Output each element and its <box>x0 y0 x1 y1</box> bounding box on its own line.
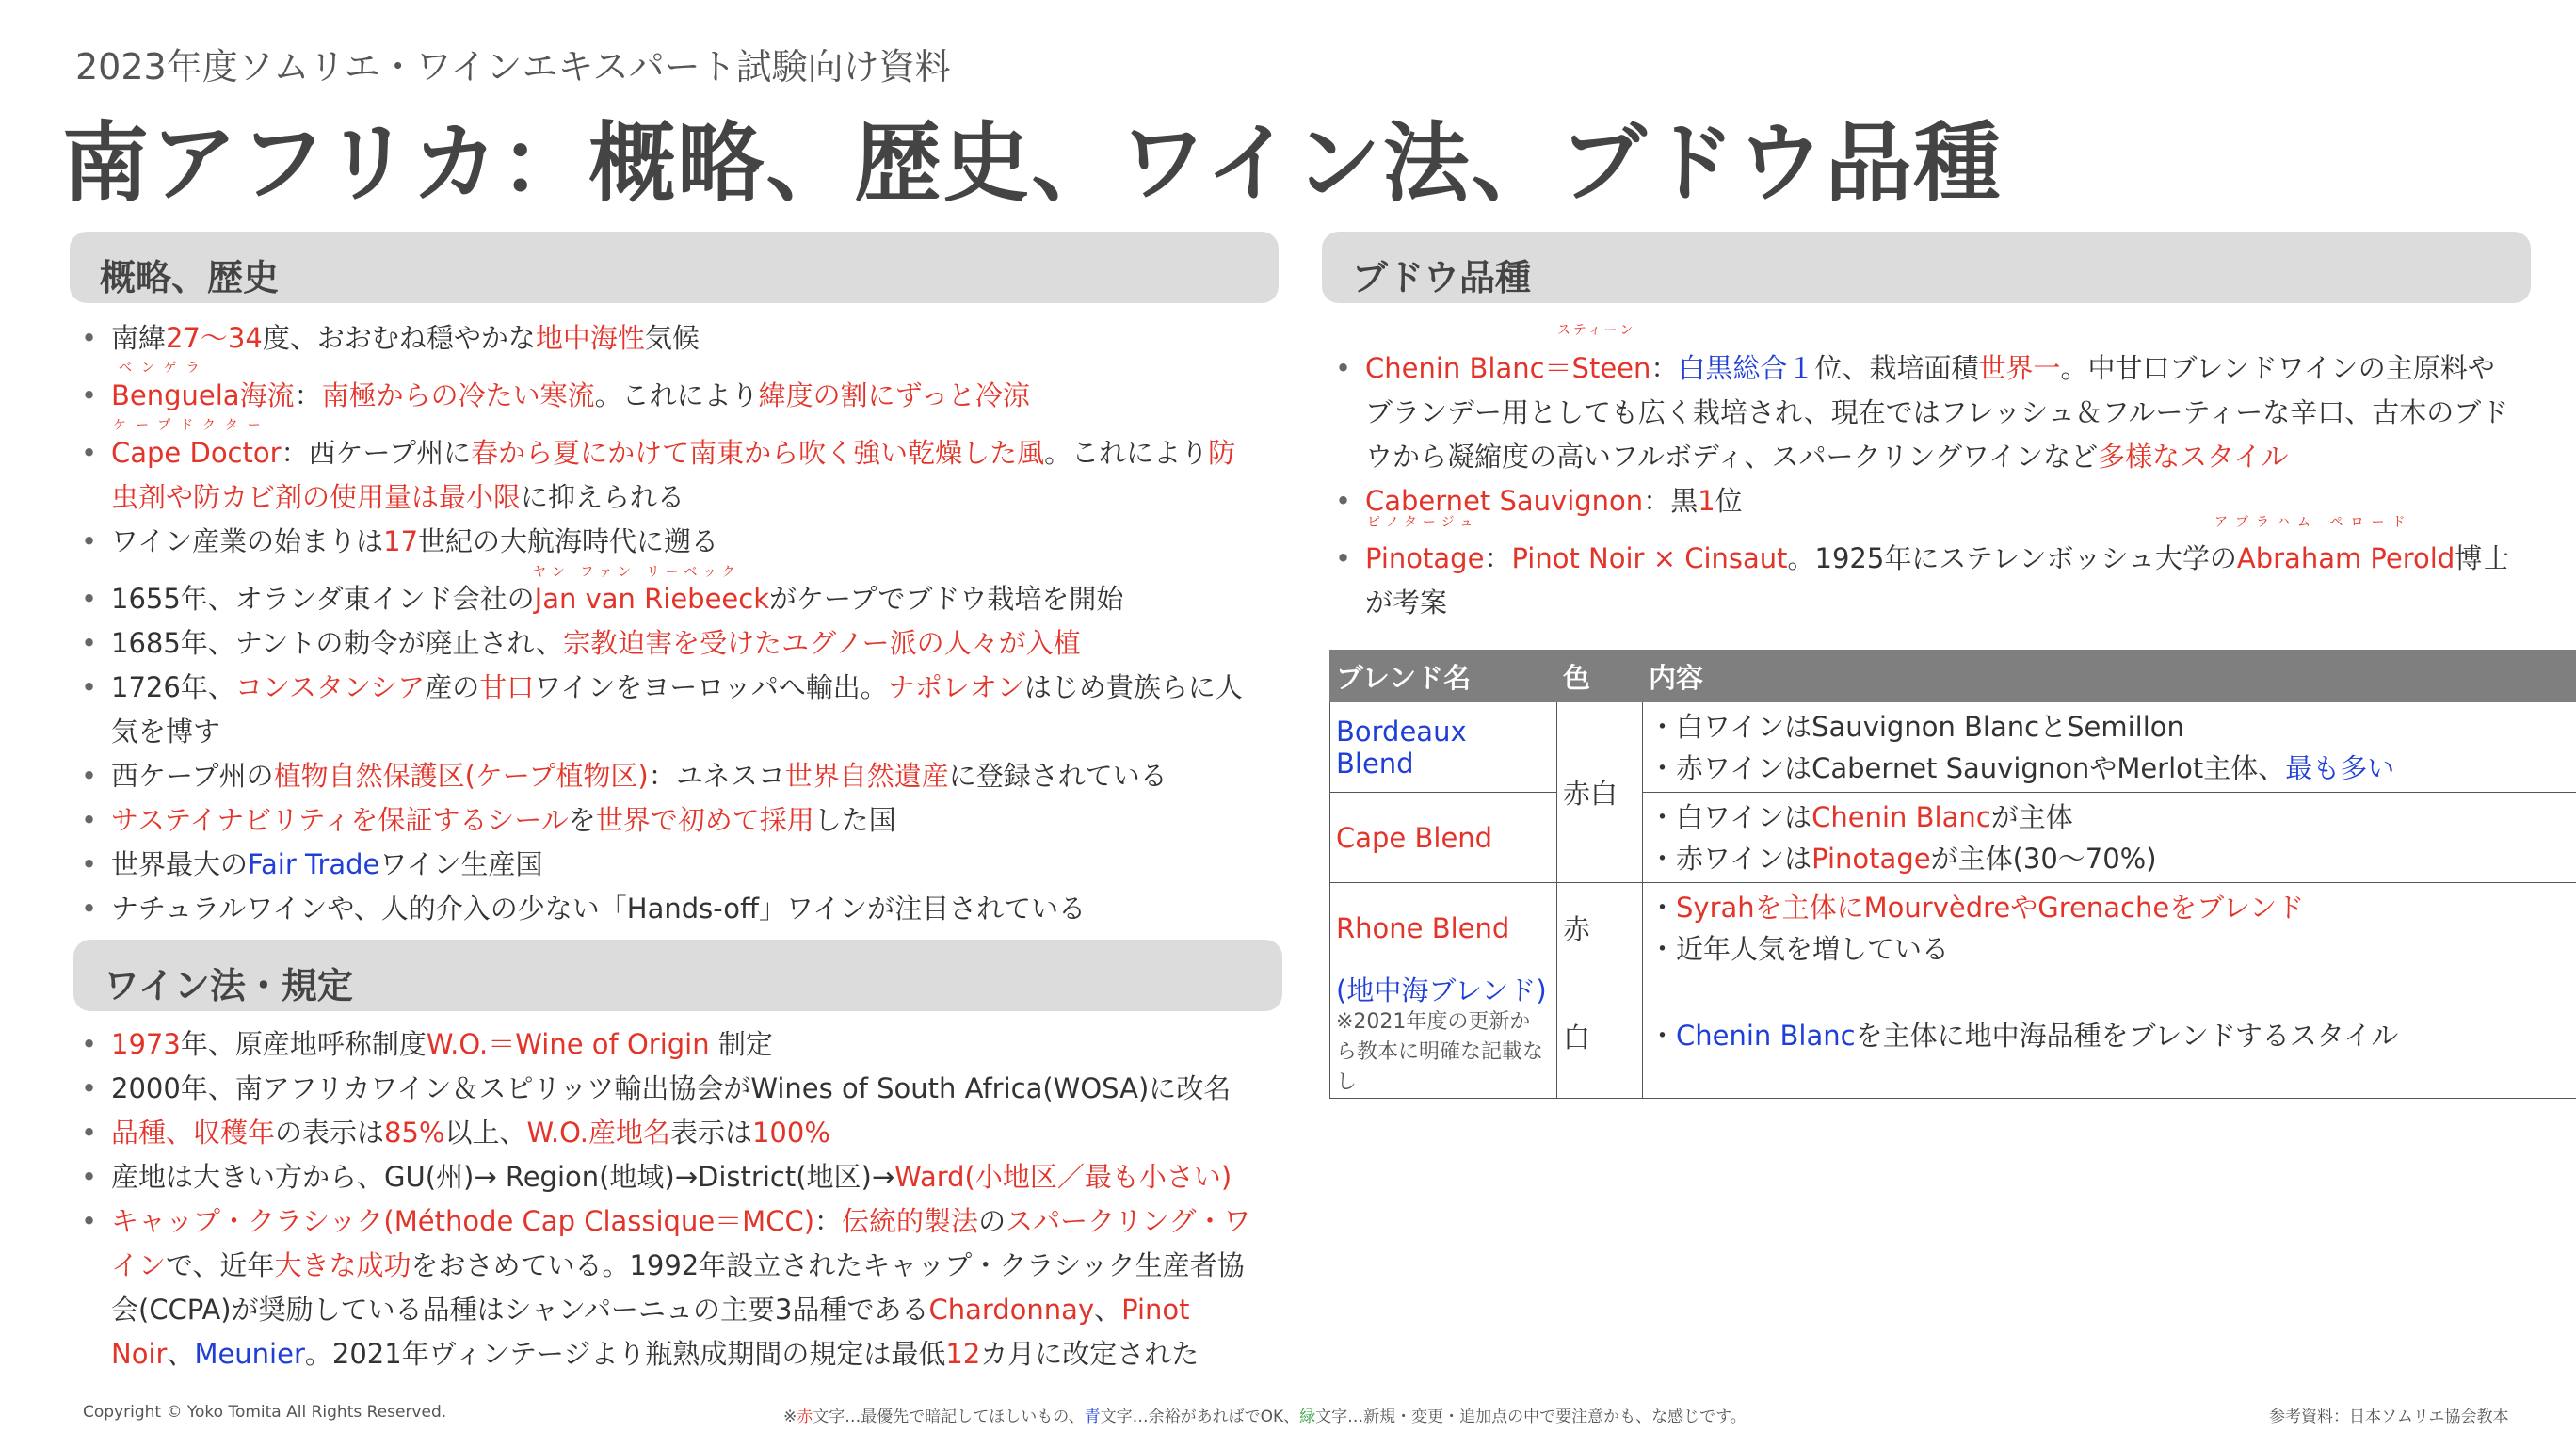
text-run: が主体 <box>1990 800 2073 833</box>
text-run: ： <box>1484 542 1512 574</box>
highlight-red: 宗教迫害を受けたユグノー派の人々が入植 <box>563 627 1081 659</box>
text-run: ナチュラルワインや、人的介入の少ない「Hands-off」ワインが注目されている <box>111 893 1087 925</box>
law-list-item <box>73 1111 1260 1155</box>
furigana-benguela: ベンゲラ <box>119 361 209 376</box>
highlight-red: 甘口 <box>479 671 535 703</box>
text-run: 南緯 <box>111 322 167 354</box>
text-run: 文字…新規・変更・追加点の中で要注意かも、な感じです。 <box>1315 1408 1747 1426</box>
law-list <box>73 1022 1260 1376</box>
law-list-item <box>73 1155 1260 1199</box>
highlight-red: Chenin Blanc <box>1811 800 1991 833</box>
color-legend <box>783 1403 1747 1426</box>
section-grapes-header <box>1322 232 2531 303</box>
history-list-item <box>73 520 1260 564</box>
blend-note: ※2021年度の更新から教本に明確な記載なし <box>1336 1010 1544 1094</box>
highlight-red: 1 <box>1698 485 1715 517</box>
highlight-red: ナポレオン <box>887 671 1024 703</box>
text-run: 。中甘口ブレンドワインの主原料やブランデー用としても広く栽培され、現在ではフレッシュ＆フルーティーな辛口、古木のブドウから凝縮度の高いフルボディ、スパークリングワインなど <box>1365 352 2509 473</box>
history-list-item <box>73 374 1260 418</box>
text-run: ： <box>1650 352 1679 384</box>
header-color: 色 <box>1557 651 1643 702</box>
highlight-red: 品種、収穫年 <box>111 1117 276 1149</box>
highlight-red: Abraham Perold <box>2236 542 2455 574</box>
text-run: ・ <box>1649 1020 1677 1052</box>
blend-name-cell <box>1330 973 1557 1099</box>
highlight-red: Pinotage <box>1811 842 1931 875</box>
highlight-red: 春から夏にかけて南東から吹く強い乾燥した風 <box>471 437 1045 469</box>
history-list-item <box>73 798 1260 843</box>
law-list-item <box>73 1022 1260 1067</box>
history-list <box>73 316 1260 931</box>
history-list-item <box>73 754 1260 798</box>
section-law-header <box>73 940 1282 1011</box>
highlight-red: キャップ・クラシック(Méthode Cap Classique＝MCC) <box>111 1205 815 1237</box>
text-run: 年、原産地呼称制度 <box>180 1028 427 1060</box>
text-run: 産地は大きい方から、GU(州)→ Region(地域)→District(地区)→ <box>111 1161 895 1193</box>
section-history-title: 概略、歴史 <box>100 257 280 298</box>
text-run: ・赤ワインはCabernet SauvignonやMerlot主体、 <box>1649 751 2286 784</box>
highlight-red: Benguela海流 <box>111 379 295 411</box>
furigana-perold: アブラハム ペロード <box>2214 515 2413 530</box>
text-run: に抑えられる <box>521 481 685 513</box>
text-run: 世界最大の <box>111 848 249 880</box>
history-list-item <box>73 621 1260 666</box>
table-header-row <box>1330 651 2576 702</box>
highlight-red: 緯度の割にずっと冷涼 <box>758 379 1030 411</box>
highlight-red: 1973 <box>111 1028 181 1060</box>
text-run: ・近年人気を増している <box>1649 932 1950 965</box>
text-run: ： <box>814 1205 843 1237</box>
highlight-red: 南極からの冷たい寒流 <box>321 379 595 411</box>
highlight-red: 赤 <box>797 1408 813 1426</box>
highlight-red: 植物自然保護区(ケープ植物区) <box>273 760 649 792</box>
blend-content-cell <box>1643 883 2576 973</box>
text-run: はじめ貴族らに人気を博す <box>111 671 1243 748</box>
page-title: 南アフリカ：概略、歴史、ワイン法、ブドウ品種 <box>62 113 2003 214</box>
highlight-red: 世界一 <box>1978 352 2061 384</box>
blend-content-line <box>1649 887 2576 928</box>
highlight-red: スパークリング・ワイン <box>111 1205 1251 1281</box>
history-list-item <box>73 843 1260 887</box>
blend-color-cell: 白 <box>1557 973 1643 1099</box>
text-run: ：ユネスコ <box>648 760 785 792</box>
blend-name-cell <box>1330 793 1557 883</box>
text-run: 制定 <box>709 1028 773 1060</box>
text-run: した国 <box>813 804 896 836</box>
highlight-red: W.O.＝Wine of Origin <box>426 1028 710 1060</box>
highlight-blue: 最も多い <box>2285 751 2395 784</box>
history-list-item <box>73 316 1260 361</box>
highlight-red: 85% <box>384 1117 445 1149</box>
blend-content-line <box>1649 706 2576 748</box>
blend-name: Cape Blend <box>1336 821 1493 854</box>
grapes-list-item <box>1328 537 2520 625</box>
highlight-red: Pinot Noir <box>111 1294 1190 1370</box>
highlight-green: 緑 <box>1299 1408 1316 1426</box>
text-run: を <box>568 804 596 836</box>
text-run: カ月に改定された <box>980 1338 1199 1370</box>
highlight-red: コンスタンシア <box>234 671 426 703</box>
blend-content-cell <box>1643 702 2576 793</box>
section-history-header <box>70 232 1279 303</box>
blend-content-cell <box>1643 973 2576 1099</box>
history-list-item <box>73 431 1260 520</box>
highlight-red: Pinotage <box>1365 542 1485 574</box>
grapes-list-item <box>1328 346 2520 479</box>
section-law-title: ワイン法・規定 <box>104 965 353 1006</box>
highlight-red: 伝統的製法 <box>842 1205 979 1237</box>
highlight-red: サステイナビリティを保証するシール <box>111 804 569 836</box>
highlight-red: Cape Doctor <box>111 437 282 469</box>
blend-color-cell: 赤白 <box>1557 702 1643 883</box>
text-run: ： <box>294 379 322 411</box>
highlight-red: Jan van Riebeeck <box>534 583 769 615</box>
table-row <box>1330 973 2576 1099</box>
highlight-red: Pinot Noir × Cinsaut <box>1511 542 1788 574</box>
text-run: 位、栽培面積 <box>1814 352 1979 384</box>
text-run: ：黒 <box>1643 485 1699 517</box>
text-run: 西ケープ州の <box>111 760 274 792</box>
highlight-blue: 白黒総合１ <box>1678 352 1815 384</box>
blend-name-cell <box>1330 702 1557 793</box>
furigana-cape-doctor: ケープドクター <box>113 418 270 433</box>
text-run: ワイン生産国 <box>379 848 543 880</box>
text-run: 2000年、南アフリカワイン＆スピリッツ輸出協会がWines of South Africa(WOSA)に改名 <box>111 1072 1232 1104</box>
highlight-red: 17 <box>383 525 419 557</box>
blend-content-cell <box>1643 793 2576 883</box>
blend-name: Rhone Blend <box>1336 911 1510 944</box>
text-run: 。1925年にステレンボッシュ大学の <box>1787 542 2237 574</box>
highlight-red: Chenin Blanc＝Steen <box>1365 352 1651 384</box>
blend-content-line <box>1649 1015 2576 1056</box>
text-run: 1726年、 <box>111 671 235 703</box>
table-row <box>1330 883 2576 973</box>
highlight-red: Chardonnay <box>928 1294 1095 1326</box>
table-row <box>1330 702 2576 793</box>
blend-table <box>1329 650 2576 1099</box>
section-grapes-title: ブドウ品種 <box>1352 257 1532 298</box>
highlight-red: 世界自然遺産 <box>784 760 949 792</box>
header-content: 内容 <box>1643 651 2576 702</box>
highlight-red: Syrahを主体にMourvèdreやGrenacheをブレンド <box>1676 891 2305 924</box>
history-list-item <box>73 887 1260 931</box>
text-run: 。これにより <box>1044 437 1209 469</box>
table-row <box>1330 793 2576 883</box>
furigana-riebeeck: ヤン ファン リーベック <box>533 565 741 580</box>
text-run: 表示は <box>669 1117 752 1149</box>
text-run: 1685年、ナントの勅令が廃止され、 <box>111 627 564 659</box>
blend-name: Bordeaux Blend <box>1336 715 1467 780</box>
grapes-list <box>1328 333 2520 625</box>
text-run: 1655年、オランダ東インド会社の <box>111 583 535 615</box>
highlight-red: 地中海性 <box>535 322 645 354</box>
text-run: 博士が考案 <box>1365 542 2510 619</box>
text-run: ・白ワインは <box>1649 800 1812 833</box>
blend-color-cell: 赤 <box>1557 883 1643 973</box>
history-list-item <box>73 666 1260 754</box>
text-run: ワインをヨーロッパへ輸出。 <box>534 671 888 703</box>
highlight-red: 多様なスタイル <box>2098 441 2289 473</box>
text-run: 文字…余裕があればでOK、 <box>1100 1408 1300 1426</box>
text-run: 世紀の大航海時代に遡る <box>418 525 719 557</box>
text-run: 以上、 <box>444 1117 527 1149</box>
highlight-blue: Fair Trade <box>248 848 380 880</box>
highlight-red: 世界で初めて採用 <box>595 804 814 836</box>
text-run: 産の <box>425 671 480 703</box>
text-run: 文字…最優先で暗記してほしいもの、 <box>813 1408 1085 1426</box>
law-list-item <box>73 1067 1260 1111</box>
text-run: ・赤ワインは <box>1649 842 1812 875</box>
text-run: 気候 <box>644 322 700 354</box>
highlight-red: Ward(小地区／最も小さい) <box>894 1161 1232 1193</box>
text-run: ：西ケープ州に <box>281 437 472 469</box>
text-run: ワイン産業の始まりは <box>111 525 384 557</box>
header-blend-name: ブレンド名 <box>1330 651 1557 702</box>
blend-content-line <box>1649 928 2576 970</box>
text-run: 。2021年ヴィンテージより瓶熟成期間の規定は最低 <box>304 1338 946 1370</box>
blend-content-line <box>1649 748 2576 789</box>
text-run: で、近年 <box>166 1249 275 1281</box>
law-list-item <box>73 1199 1260 1376</box>
reference: 参考資料：日本ソムリエ協会教本 <box>2269 1408 2509 1426</box>
highlight-red: W.O.産地名 <box>526 1117 670 1149</box>
furigana-steen: スティーン <box>1557 323 1636 338</box>
highlight-red: 12 <box>945 1338 981 1370</box>
text-run: 位 <box>1715 485 1743 517</box>
text-run: の表示は <box>275 1117 385 1149</box>
text-run: ※ <box>783 1408 797 1426</box>
text-run: の <box>978 1205 1006 1237</box>
text-run: 。これにより <box>594 379 759 411</box>
highlight-red: 27〜34 <box>166 322 263 354</box>
header-subtitle: 2023年度ソムリエ・ワインエキスパート試験向け資料 <box>75 46 951 88</box>
highlight-red: 100% <box>751 1117 830 1149</box>
copyright: Copyright © Yoko Tomita All Rights Reserved. <box>83 1403 447 1422</box>
text-run: がケープでブドウ栽培を開始 <box>769 583 1124 615</box>
text-run: を主体に地中海品種をブレンドするスタイル <box>1855 1020 2399 1052</box>
highlight-red: Cabernet Sauvignon <box>1365 485 1644 517</box>
highlight-red: 防虫剤や防カビ剤の使用量は最小限 <box>111 437 1236 513</box>
text-run: 、 <box>1094 1294 1122 1326</box>
blend-content-line <box>1649 838 2576 879</box>
blend-name-cell <box>1330 883 1557 973</box>
text-run: ・白ワインはSauvignon BlancとSemillon <box>1649 710 2184 743</box>
furigana-pinotage: ピノタージュ <box>1367 515 1479 530</box>
highlight-blue: Meunier <box>194 1338 305 1370</box>
highlight-red: 大きな成功 <box>274 1249 411 1281</box>
text-run: をおさめている。1992年設立されたキャップ・クラシック生産者協会(CCPA)が奨励している品種はシャンパーニュの主要3品種である <box>111 1249 1245 1326</box>
history-list-item <box>73 577 1260 621</box>
text-run: に登録されている <box>948 760 1167 792</box>
highlight-blue: 青 <box>1084 1408 1101 1426</box>
text-run: 、 <box>167 1338 195 1370</box>
text-run: ・ <box>1649 891 1677 924</box>
text-run: が主体(30〜70%) <box>1930 842 2157 875</box>
text-run: 度、おおむね穏やかな <box>262 322 536 354</box>
highlight-blue: Chenin Blanc <box>1676 1020 1856 1052</box>
blend-content-line <box>1649 796 2576 838</box>
blend-name: (地中海ブレンド) <box>1336 974 1547 1006</box>
